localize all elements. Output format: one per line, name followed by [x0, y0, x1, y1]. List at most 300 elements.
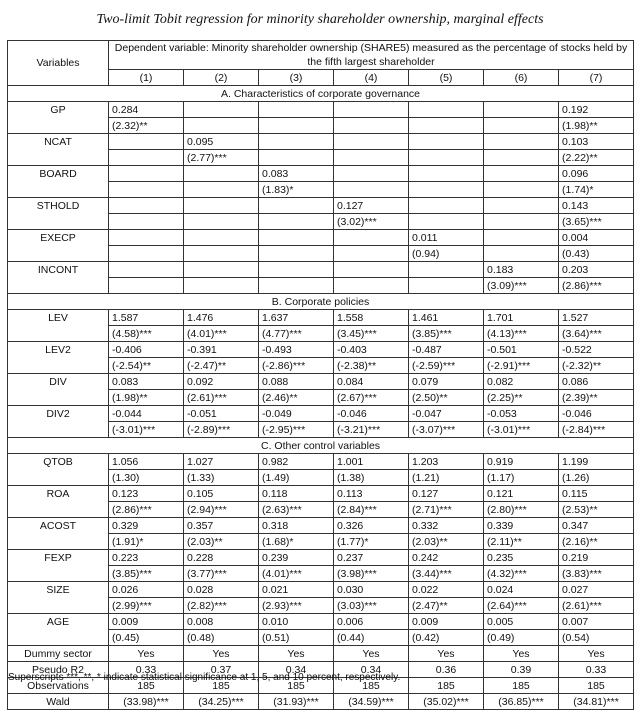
summary-cell: (33.98)*** — [109, 694, 184, 710]
coefficient-cell: 0.127 — [409, 486, 484, 502]
variable-name-spacer — [8, 246, 109, 262]
statistic-cell — [184, 214, 259, 230]
coefficient-cell: 0.183 — [484, 262, 559, 278]
summary-cell: (35.02)*** — [409, 694, 484, 710]
statistic-cell — [334, 150, 409, 166]
statistic-cell — [109, 150, 184, 166]
statistic-cell — [409, 278, 484, 294]
coefficient-cell: 0.203 — [559, 262, 634, 278]
statistic-cell: (1.98)** — [559, 118, 634, 134]
coefficient-cell: 0.219 — [559, 550, 634, 566]
summary-cell: 0.39 — [484, 662, 559, 678]
statistic-cell — [334, 118, 409, 134]
summary-cell: 185 — [559, 678, 634, 694]
variable-name-spacer — [8, 566, 109, 582]
statistic-cell: (4.01)*** — [184, 326, 259, 342]
statistic-cell: (3.83)*** — [559, 566, 634, 582]
coefficient-row — [8, 198, 634, 214]
coefficient-cell: 0.242 — [409, 550, 484, 566]
coefficient-cell: 0.121 — [484, 486, 559, 502]
coefficient-cell — [409, 102, 484, 118]
statistic-cell: (2.03)** — [184, 534, 259, 550]
coefficient-cell: 0.103 — [559, 134, 634, 150]
statistic-cell: (2.47)** — [409, 598, 484, 614]
coefficient-cell — [484, 102, 559, 118]
dependent-line-1: Dependent variable: Minority shareholder ownership (SHARE5) measured as the percentage of stocks held by — [114, 42, 628, 54]
coefficient-cell: 1.461 — [409, 310, 484, 326]
statistic-cell: (2.16)** — [559, 534, 634, 550]
summary-row — [8, 694, 634, 710]
statistic-cell: (3.85)*** — [109, 566, 184, 582]
coefficient-cell: 0.007 — [559, 614, 634, 630]
statistic-cell: (-2.47)** — [184, 358, 259, 374]
column-number: (5) — [409, 70, 484, 86]
statistic-cell: (2.22)** — [559, 150, 634, 166]
statistic-row — [8, 358, 634, 374]
coefficient-cell: 0.284 — [109, 102, 184, 118]
coefficient-cell: 1.527 — [559, 310, 634, 326]
variable-name-spacer — [8, 422, 109, 438]
statistic-cell: (3.77)*** — [184, 566, 259, 582]
variable-name: FEXP — [8, 550, 109, 566]
statistic-cell: (2.84)*** — [334, 502, 409, 518]
coefficient-cell: 1.027 — [184, 454, 259, 470]
coefficient-cell: -0.501 — [484, 342, 559, 358]
coefficient-cell: 1.587 — [109, 310, 184, 326]
statistic-cell: (3.09)*** — [484, 278, 559, 294]
coefficient-row — [8, 134, 634, 150]
variable-name: AGE — [8, 614, 109, 630]
section-row — [8, 438, 634, 454]
statistic-cell — [109, 182, 184, 198]
coefficient-row — [8, 406, 634, 422]
coefficient-cell — [184, 102, 259, 118]
statistic-cell: (3.85)*** — [409, 326, 484, 342]
coefficient-cell: 1.199 — [559, 454, 634, 470]
footnote: Superscripts ***, **, * indicate statistical significance at 1, 5, and 10 percent, respectively. — [8, 672, 401, 683]
coefficient-cell — [484, 134, 559, 150]
statistic-cell: (0.45) — [109, 630, 184, 646]
coefficient-cell: 0.008 — [184, 614, 259, 630]
coefficient-cell: 0.026 — [109, 582, 184, 598]
variable-name-spacer — [8, 150, 109, 166]
statistic-cell — [109, 214, 184, 230]
statistic-cell — [409, 150, 484, 166]
statistic-cell: (2.46)** — [259, 390, 334, 406]
coefficient-cell: 0.192 — [559, 102, 634, 118]
dependent-variable-header — [109, 41, 634, 70]
coefficient-cell — [334, 102, 409, 118]
statistic-cell — [484, 182, 559, 198]
summary-cell: 185 — [259, 678, 334, 694]
summary-cell: 185 — [184, 678, 259, 694]
coefficient-cell: 0.083 — [259, 166, 334, 182]
statistic-cell: (3.44)*** — [409, 566, 484, 582]
statistic-cell: (3.65)*** — [559, 214, 634, 230]
coefficient-cell: 0.127 — [334, 198, 409, 214]
coefficient-cell: -0.406 — [109, 342, 184, 358]
summary-cell: Yes — [559, 646, 634, 662]
coefficient-cell: 0.004 — [559, 230, 634, 246]
variable-name: ACOST — [8, 518, 109, 534]
coefficient-cell: 0.919 — [484, 454, 559, 470]
statistic-cell: (2.71)*** — [409, 502, 484, 518]
variable-name-spacer — [8, 502, 109, 518]
statistic-cell: (1.49) — [259, 470, 334, 486]
statistic-row — [8, 246, 634, 262]
statistic-cell: (4.77)*** — [259, 326, 334, 342]
summary-row — [8, 646, 634, 662]
statistic-cell — [334, 246, 409, 262]
summary-cell: 0.33 — [109, 662, 184, 678]
statistic-cell: (1.21) — [409, 470, 484, 486]
coefficient-cell: 0.030 — [334, 582, 409, 598]
coefficient-cell: 0.006 — [334, 614, 409, 630]
statistic-cell: (0.43) — [559, 246, 634, 262]
coefficient-cell — [109, 262, 184, 278]
coefficient-cell: 0.982 — [259, 454, 334, 470]
coefficient-cell — [334, 166, 409, 182]
statistic-row — [8, 182, 634, 198]
summary-cell: 0.37 — [184, 662, 259, 678]
statistic-cell: (-2.91)*** — [484, 358, 559, 374]
summary-cell: (34.81)*** — [559, 694, 634, 710]
statistic-cell: (-2.95)*** — [259, 422, 334, 438]
table-title: Two-limit Tobit regression for minority shareholder ownership, marginal effects — [96, 12, 544, 27]
statistic-row — [8, 150, 634, 166]
coefficient-cell: 0.115 — [559, 486, 634, 502]
variable-name: BOARD — [8, 166, 109, 182]
statistic-cell: (2.03)** — [409, 534, 484, 550]
coefficient-cell: 0.223 — [109, 550, 184, 566]
statistic-cell: (-2.86)*** — [259, 358, 334, 374]
coefficient-cell: -0.047 — [409, 406, 484, 422]
summary-cell: 185 — [484, 678, 559, 694]
statistic-cell — [409, 182, 484, 198]
coefficient-cell — [484, 198, 559, 214]
statistic-cell — [184, 182, 259, 198]
statistic-cell: (2.50)** — [409, 390, 484, 406]
statistic-row — [8, 118, 634, 134]
summary-cell: 185 — [334, 678, 409, 694]
coefficient-cell — [184, 230, 259, 246]
statistic-cell — [484, 118, 559, 134]
statistic-cell: (-2.54)** — [109, 358, 184, 374]
statistic-cell: (2.25)** — [484, 390, 559, 406]
coefficient-cell — [259, 198, 334, 214]
coefficient-cell: 1.203 — [409, 454, 484, 470]
coefficient-cell: 0.021 — [259, 582, 334, 598]
summary-cell: 0.34 — [259, 662, 334, 678]
coefficient-cell: 0.083 — [109, 374, 184, 390]
statistic-cell: (1.26) — [559, 470, 634, 486]
coefficient-cell — [259, 102, 334, 118]
coefficient-cell: 0.088 — [259, 374, 334, 390]
statistic-cell: (2.80)*** — [484, 502, 559, 518]
statistic-cell: (0.51) — [259, 630, 334, 646]
statistic-cell: (1.83)* — [259, 182, 334, 198]
column-number: (6) — [484, 70, 559, 86]
statistic-cell: (0.48) — [184, 630, 259, 646]
coefficient-cell: -0.046 — [334, 406, 409, 422]
coefficient-cell: 1.637 — [259, 310, 334, 326]
coefficient-cell — [184, 198, 259, 214]
statistic-cell: (1.68)* — [259, 534, 334, 550]
coefficient-cell — [409, 166, 484, 182]
statistic-row — [8, 566, 634, 582]
statistic-cell — [484, 246, 559, 262]
statistic-cell — [259, 278, 334, 294]
coefficient-cell: 0.347 — [559, 518, 634, 534]
statistic-cell: (-3.01)*** — [109, 422, 184, 438]
coefficient-cell: -0.051 — [184, 406, 259, 422]
statistic-cell: (-2.32)** — [559, 358, 634, 374]
coefficient-row — [8, 230, 634, 246]
statistic-cell: (3.98)*** — [334, 566, 409, 582]
coefficient-cell: 0.237 — [334, 550, 409, 566]
coefficient-cell: -0.493 — [259, 342, 334, 358]
statistic-cell — [259, 246, 334, 262]
statistic-cell: (0.94) — [409, 246, 484, 262]
variable-name-spacer — [8, 278, 109, 294]
coefficient-cell: 0.239 — [259, 550, 334, 566]
variable-name-spacer — [8, 118, 109, 134]
statistic-cell: (1.38) — [334, 470, 409, 486]
statistic-row — [8, 502, 634, 518]
statistic-cell: (2.11)** — [484, 534, 559, 550]
statistic-cell — [109, 246, 184, 262]
coefficient-cell: 0.028 — [184, 582, 259, 598]
statistic-cell: (2.63)*** — [259, 502, 334, 518]
coefficient-row — [8, 374, 634, 390]
coefficient-row — [8, 262, 634, 278]
summary-label: Pseudo R2 — [8, 662, 109, 678]
statistic-cell: (2.86)*** — [559, 278, 634, 294]
variables-header: Variables — [8, 41, 109, 86]
coefficient-cell: 0.118 — [259, 486, 334, 502]
statistic-cell: (-3.07)*** — [409, 422, 484, 438]
summary-cell: 0.33 — [559, 662, 634, 678]
summary-cell: Yes — [184, 646, 259, 662]
statistic-row — [8, 630, 634, 646]
statistic-cell: (1.30) — [109, 470, 184, 486]
statistic-cell — [109, 278, 184, 294]
coefficient-cell: 0.095 — [184, 134, 259, 150]
variable-name: DIV2 — [8, 406, 109, 422]
coefficient-cell — [109, 134, 184, 150]
statistic-cell — [259, 150, 334, 166]
variable-name-spacer — [8, 630, 109, 646]
coefficient-cell: -0.522 — [559, 342, 634, 358]
statistic-cell: (4.01)*** — [259, 566, 334, 582]
coefficient-row — [8, 166, 634, 182]
header-row — [8, 41, 634, 70]
summary-cell: Yes — [484, 646, 559, 662]
coefficient-row — [8, 310, 634, 326]
coefficient-cell: -0.049 — [259, 406, 334, 422]
statistic-cell — [484, 214, 559, 230]
statistic-cell — [184, 118, 259, 134]
statistic-cell — [259, 118, 334, 134]
statistic-row — [8, 390, 634, 406]
summary-label: Dummy sector — [8, 646, 109, 662]
statistic-cell: (2.82)*** — [184, 598, 259, 614]
coefficient-cell — [334, 262, 409, 278]
variable-name: LEV2 — [8, 342, 109, 358]
coefficient-cell: 0.228 — [184, 550, 259, 566]
coefficient-cell: 0.332 — [409, 518, 484, 534]
coefficient-cell: 0.022 — [409, 582, 484, 598]
coefficient-cell: 0.086 — [559, 374, 634, 390]
statistic-cell: (2.93)*** — [259, 598, 334, 614]
coefficient-cell — [184, 262, 259, 278]
coefficient-cell — [334, 134, 409, 150]
statistic-row — [8, 422, 634, 438]
statistic-cell: (2.53)** — [559, 502, 634, 518]
statistic-cell — [409, 214, 484, 230]
coefficient-cell: 1.558 — [334, 310, 409, 326]
variable-name-spacer — [8, 326, 109, 342]
coefficient-cell — [484, 166, 559, 182]
statistic-cell: (0.49) — [484, 630, 559, 646]
coefficient-cell: 0.009 — [109, 614, 184, 630]
statistic-cell: (-2.84)*** — [559, 422, 634, 438]
coefficient-cell — [409, 262, 484, 278]
statistic-cell — [334, 182, 409, 198]
statistic-cell: (1.77)* — [334, 534, 409, 550]
statistic-cell: (0.54) — [559, 630, 634, 646]
variable-name: DIV — [8, 374, 109, 390]
variable-name: ROA — [8, 486, 109, 502]
coefficient-cell — [409, 134, 484, 150]
coefficient-cell: 0.105 — [184, 486, 259, 502]
coefficient-row — [8, 454, 634, 470]
coefficient-cell: 0.096 — [559, 166, 634, 182]
variable-name-spacer — [8, 390, 109, 406]
table-body — [8, 86, 634, 710]
coefficient-cell: -0.044 — [109, 406, 184, 422]
summary-label: Observations — [8, 678, 109, 694]
statistic-cell: (1.74)* — [559, 182, 634, 198]
summary-cell: (31.93)*** — [259, 694, 334, 710]
statistic-cell: (3.02)*** — [334, 214, 409, 230]
summary-cell: (36.85)*** — [484, 694, 559, 710]
statistic-cell — [259, 214, 334, 230]
statistic-row — [8, 278, 634, 294]
statistic-cell: (1.98)** — [109, 390, 184, 406]
variable-name: LEV — [8, 310, 109, 326]
coefficient-cell: 0.235 — [484, 550, 559, 566]
coefficient-cell: 1.476 — [184, 310, 259, 326]
coefficient-cell: 1.001 — [334, 454, 409, 470]
statistic-cell: (3.45)*** — [334, 326, 409, 342]
statistic-cell: (2.99)*** — [109, 598, 184, 614]
coefficient-cell: 0.011 — [409, 230, 484, 246]
statistic-cell: (1.33) — [184, 470, 259, 486]
coefficient-cell: 0.123 — [109, 486, 184, 502]
statistic-row — [8, 214, 634, 230]
coefficient-cell: 0.092 — [184, 374, 259, 390]
coefficient-cell: 0.027 — [559, 582, 634, 598]
statistic-cell: (4.58)*** — [109, 326, 184, 342]
summary-cell: Yes — [409, 646, 484, 662]
statistic-cell: (4.13)*** — [484, 326, 559, 342]
coefficient-cell: -0.046 — [559, 406, 634, 422]
statistic-cell: (-2.89)*** — [184, 422, 259, 438]
coefficient-cell — [484, 230, 559, 246]
summary-cell: 185 — [409, 678, 484, 694]
coefficient-cell — [109, 198, 184, 214]
column-number: (1) — [109, 70, 184, 86]
section-row — [8, 86, 634, 102]
statistic-cell: (-2.38)** — [334, 358, 409, 374]
coefficient-cell: 0.329 — [109, 518, 184, 534]
summary-cell: Yes — [259, 646, 334, 662]
summary-cell: Yes — [109, 646, 184, 662]
summary-cell: 0.36 — [409, 662, 484, 678]
statistic-cell: (2.64)*** — [484, 598, 559, 614]
coefficient-cell: 0.079 — [409, 374, 484, 390]
statistic-cell: (2.94)*** — [184, 502, 259, 518]
coefficient-cell — [259, 134, 334, 150]
coefficient-row — [8, 486, 634, 502]
coefficient-cell: 0.326 — [334, 518, 409, 534]
coefficient-row — [8, 102, 634, 118]
variable-name-spacer — [8, 182, 109, 198]
coefficient-cell: 0.009 — [409, 614, 484, 630]
statistic-cell — [484, 150, 559, 166]
statistic-cell: (3.03)*** — [334, 598, 409, 614]
coefficient-cell — [184, 166, 259, 182]
coefficient-row — [8, 518, 634, 534]
coefficient-cell — [109, 230, 184, 246]
coefficient-cell: -0.053 — [484, 406, 559, 422]
coefficient-cell: 0.318 — [259, 518, 334, 534]
statistic-cell: (0.44) — [334, 630, 409, 646]
section-title: A. Characteristics of corporate governance — [8, 86, 634, 102]
summary-cell: Yes — [334, 646, 409, 662]
section-title: B. Corporate policies — [8, 294, 634, 310]
coefficient-cell: 0.113 — [334, 486, 409, 502]
coefficient-row — [8, 582, 634, 598]
variable-name: STHOLD — [8, 198, 109, 214]
coefficient-cell — [334, 230, 409, 246]
summary-cell: (34.25)*** — [184, 694, 259, 710]
statistic-cell: (2.61)*** — [184, 390, 259, 406]
coefficient-row — [8, 614, 634, 630]
summary-cell: (34.59)*** — [334, 694, 409, 710]
column-number: (7) — [559, 70, 634, 86]
statistic-cell: (0.42) — [409, 630, 484, 646]
coefficient-cell: 0.024 — [484, 582, 559, 598]
coefficient-cell: 0.005 — [484, 614, 559, 630]
variable-name: NCAT — [8, 134, 109, 150]
statistic-row — [8, 326, 634, 342]
statistic-row — [8, 598, 634, 614]
statistic-cell: (-2.59)*** — [409, 358, 484, 374]
statistic-cell: (-3.01)*** — [484, 422, 559, 438]
statistic-cell: (2.61)*** — [559, 598, 634, 614]
dependent-line-2: the fifth largest shareholder — [307, 56, 435, 68]
section-row — [8, 294, 634, 310]
variable-name: INCONT — [8, 262, 109, 278]
summary-cell: 185 — [109, 678, 184, 694]
variable-name-spacer — [8, 214, 109, 230]
variable-name: QTOB — [8, 454, 109, 470]
statistic-cell: (1.17) — [484, 470, 559, 486]
statistic-row — [8, 534, 634, 550]
statistic-cell: (4.32)*** — [484, 566, 559, 582]
